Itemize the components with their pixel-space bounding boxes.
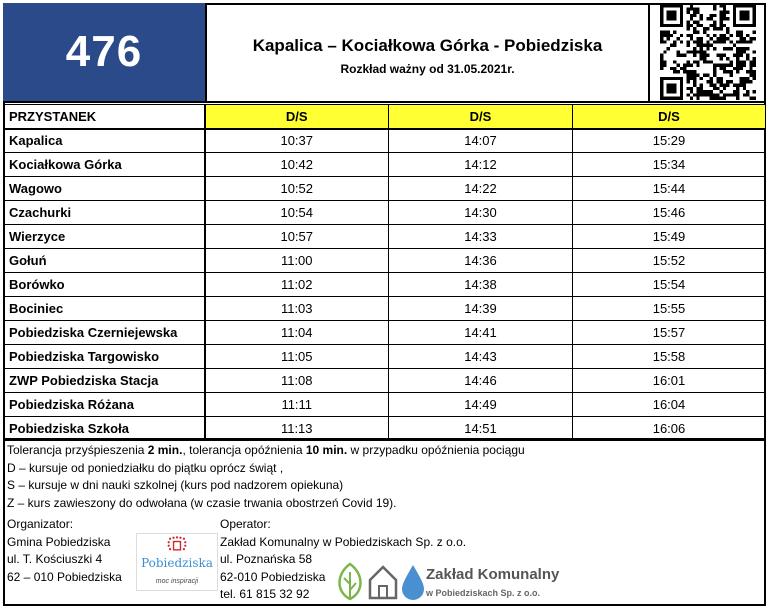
stop-name: Bociniec	[5, 297, 205, 321]
table-row	[5, 321, 766, 345]
departure-time: 11:00	[205, 249, 389, 273]
table-row	[5, 369, 766, 393]
operator-city: 62-010 Pobiedziska	[220, 569, 326, 584]
stop-name: Pobiedziska Targowisko	[5, 345, 205, 369]
departure-time: 14:22	[389, 177, 573, 201]
legend-s: S – kursuje w dni nauki szkolnej (kurs pod nadzorem opiekuna)	[7, 478, 344, 492]
departure-time: 14:46	[389, 369, 573, 393]
tolerance-note: Tolerancja przyśpieszenia 2 min., tolerancja opóźnienia 10 min. w przypadku opóźnienia pociągu	[7, 443, 525, 457]
departure-time: 10:52	[205, 177, 389, 201]
validity-date: Rozkład ważny od 31.05.2021r.	[340, 62, 515, 76]
table-row	[5, 249, 766, 273]
column-header-course: D/S	[573, 105, 766, 129]
departure-time: 15:46	[573, 201, 766, 225]
departure-time: 11:11	[205, 393, 389, 417]
organizer-name: Gmina Pobiedziska	[7, 534, 111, 549]
zaklad-komunalny-wordmark	[426, 566, 559, 602]
departure-time: 14:43	[389, 345, 573, 369]
column-header-course: D/S	[205, 105, 389, 129]
pobiedziska-logo-tagline: moc inspiracji	[155, 577, 199, 585]
departure-time: 16:06	[573, 417, 766, 441]
operator-street: ul. Poznańska 58	[220, 552, 313, 566]
column-header-stop: PRZYSTANEK	[5, 105, 205, 129]
table-row	[5, 297, 766, 321]
stop-name: Czachurki	[5, 201, 205, 225]
pobiedziska-logo	[136, 533, 218, 591]
stop-name: Pobiedziska Czerniejewska	[5, 321, 205, 345]
stop-name: Pobiedziska Szkoła	[5, 417, 205, 441]
timetable	[4, 104, 766, 441]
departure-time: 15:29	[573, 129, 766, 153]
stop-name: Wierzyce	[5, 225, 205, 249]
qr-code-icon	[660, 4, 756, 100]
crown-emblem-icon	[162, 536, 192, 554]
departure-time: 11:03	[205, 297, 389, 321]
departure-time: 10:42	[205, 153, 389, 177]
table-row	[5, 345, 766, 369]
route-title: Kapalica – Kociałkowa Górka - Pobiedziska	[252, 36, 603, 55]
departure-time: 14:07	[389, 129, 573, 153]
departure-time: 15:44	[573, 177, 766, 201]
table-row	[5, 393, 766, 417]
departure-time: 11:13	[205, 417, 389, 441]
pobiedziska-logo-name: Pobiedziska	[141, 556, 213, 570]
stop-name: Kapalica	[5, 129, 205, 153]
departure-time: 11:08	[205, 369, 389, 393]
zaklad-komunalny-subtitle: w Pobiedziskach Sp. z o.o.	[426, 587, 541, 598]
table-row	[5, 177, 766, 201]
departure-time: 14:36	[389, 249, 573, 273]
departure-time: 14:39	[389, 297, 573, 321]
route-number: 476	[65, 27, 143, 76]
stop-name: Gołuń	[5, 249, 205, 273]
zaklad-komunalny-name: Zakład Komunalny	[426, 566, 560, 583]
departure-time: 14:33	[389, 225, 573, 249]
departure-time: 10:37	[205, 129, 389, 153]
departure-time: 16:01	[573, 369, 766, 393]
table-row	[5, 201, 766, 225]
table-row	[5, 153, 766, 177]
departure-time: 15:49	[573, 225, 766, 249]
departure-time: 14:41	[389, 321, 573, 345]
departure-time: 15:57	[573, 321, 766, 345]
departure-time: 15:52	[573, 249, 766, 273]
departure-time: 11:02	[205, 273, 389, 297]
operator-label: Operator:	[220, 517, 271, 531]
departure-time: 11:05	[205, 345, 389, 369]
organizer-street: ul. T. Kościuszki 4	[7, 552, 103, 566]
table-header-row	[5, 105, 766, 129]
departure-time: 14:51	[389, 417, 573, 441]
notes-section	[4, 438, 765, 605]
departure-time: 11:04	[205, 321, 389, 345]
water-drop-icon	[402, 565, 424, 600]
departure-time: 15:58	[573, 345, 766, 369]
organizer-city: 62 – 010 Pobiedziska	[7, 569, 122, 584]
stop-name: Kociałkowa Górka	[5, 153, 205, 177]
qr-code-box	[648, 3, 766, 103]
departure-time: 10:54	[205, 201, 389, 225]
departure-time: 14:49	[389, 393, 573, 417]
legend-z: Z – kurs zawieszony do odwołana (w czasie trwania obostrzeń Covid 19).	[7, 495, 397, 510]
table-row	[5, 129, 766, 153]
departure-time: 14:12	[389, 153, 573, 177]
operator-phone: tel. 61 815 32 92	[220, 587, 310, 601]
departure-time: 16:04	[573, 393, 766, 417]
route-number-box	[3, 3, 207, 103]
departure-time: 15:34	[573, 153, 766, 177]
departure-time: 14:30	[389, 201, 573, 225]
column-header-course: D/S	[389, 105, 573, 129]
stop-name: Pobiedziska Różana	[5, 393, 205, 417]
legend-d: D – kursuje od poniedziałku do piątku oprócz świąt ,	[7, 460, 284, 475]
organizer-label: Organizator:	[7, 517, 74, 531]
departure-time: 14:38	[389, 273, 573, 297]
header-title-box	[207, 3, 648, 103]
table-row	[5, 225, 766, 249]
stop-name: Borówko	[5, 273, 205, 297]
house-icon	[370, 567, 396, 598]
table-row	[5, 417, 766, 441]
departure-time: 10:57	[205, 225, 389, 249]
departure-time: 15:54	[573, 273, 766, 297]
stop-name: Wagowo	[5, 177, 205, 201]
stop-name: ZWP Pobiedziska Stacja	[5, 369, 205, 393]
table-row	[5, 273, 766, 297]
departure-time: 15:55	[573, 297, 766, 321]
leaf-icon	[340, 564, 361, 599]
operator-name: Zakład Komunalny w Pobiedziskach Sp. z o.o.	[220, 534, 467, 549]
